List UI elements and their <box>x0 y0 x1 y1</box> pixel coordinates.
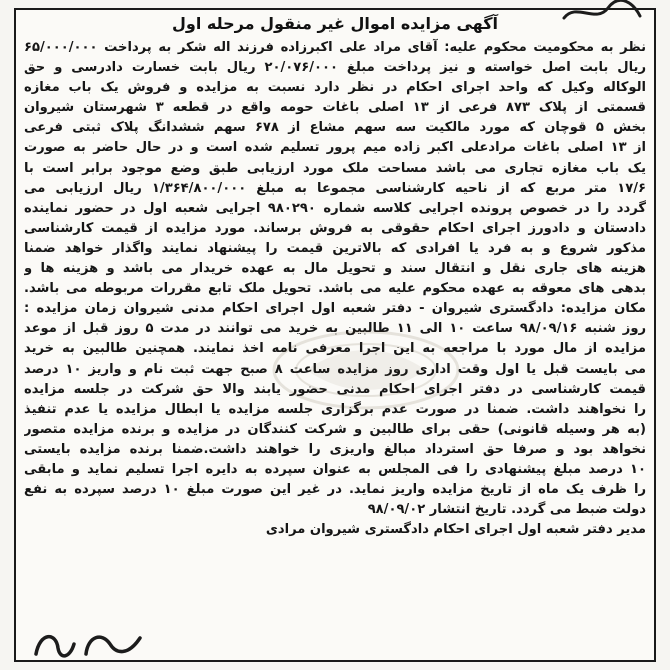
notice-line: ۱۷/۶ متر مربع که از ناحیه کارشناسی مجموعا به مبلغ ۱/۳۶۴/۸۰۰/۰۰۰ ریال ارزیابی می <box>24 180 646 196</box>
notice-line: گردد را در خصوص پرونده اجرایی کلاسه شماره ۹۸۰۲۹۰ اجرایی شعبه اول در حضور نماینده <box>24 200 646 216</box>
notice-line: نظر به محکومیت محکوم علیه: آقای مراد علی اکبرزاده فرزند اله شکر به پرداخت ۶۵/۰۰۰/۰۰۰ <box>24 40 646 55</box>
notice-body <box>24 38 646 540</box>
notice-title: آگهی مزایده اموال غیر منقول مرحله اول <box>171 14 498 33</box>
notice-line: ریال بابت اصل خواسته و نیز پرداخت مبلغ ۲۰/۰۷۶/۰۰۰ ریال بابت خسارت دادرسی و حق <box>24 60 646 76</box>
notice-line: (به هر وسیله قانونی) حقی برای طالبین و شرکت کنندگان در مزایده و برنده مزایده متصور <box>24 421 646 437</box>
notice-line: قیمت کارشناسی در دفتر اجرای احکام مدنی حضور یابند والا حق شرکت در جلسه مزایده <box>24 381 646 397</box>
notice-line: بدهی های معوقه به عهده محکوم علیه می باشد. تحویل ملک تابع مقررات مربوطه می باشد. <box>24 281 646 297</box>
notice-line: دادستان و دادورز اجرای احکام حقوقی به فروش برساند. مورد مزایده از قیمت کارشناسی <box>24 220 646 236</box>
notice-line: را ظرف یک ماه از تاریخ مزایده واریز نماید. در غیر این صورت مبلغ ۱۰ درصد سپرده به نفع <box>24 482 646 498</box>
notice-line: قسمتی از پلاک ۸۷۳ فرعی از ۱۳ اصلی باغات حومه واقع در قطعه ۳ شهرستان شیروان <box>24 100 646 116</box>
notice-line: بخش ۵ قوچان که مورد مالکیت سه سهم مشاع از ۶۷۸ سهم ششدانگ پلاک ثبتی فرعی <box>24 120 646 136</box>
notice-line: نخواهد بود و صرفا حق استرداد مبالغ واریزی را خواهند داشت.ضمنا برنده مزایده بایستی <box>24 441 646 457</box>
notice-line: ۱۰ درصد مبلغ پیشنهادی را فی المجلس به عنوان سپرده به دایره اجرا تسلیم نماید و مابقی <box>24 461 646 477</box>
notice-frame <box>14 8 656 662</box>
notice-line: مذکور شروع و به فرد یا افرادی که بالاترین قیمت را پیشنهاد نمایند واگذار خواهد ضمنا <box>24 240 646 256</box>
notice-line: از ۱۳ اصلی باغات مرادعلی اکبر زاده میم پرور تسلیم شده است و در حال حاضر به صورت <box>24 140 646 156</box>
handwritten-mark-bottom <box>30 624 150 664</box>
notice-line: یک باب مغازه تجاری می باشد مساحت ملک مورد ارزیابی طبق وضع موجود برابر است با <box>24 160 646 176</box>
notice-line: را نخواهند داشت. ضمنا در صورت عدم برگزاری جلسه مزایده یا ابطال مزایده یا عدم تنفیذ <box>24 401 646 417</box>
notice-line: مکان مزایده: دادگستری شیروان - دفتر شعبه اول اجرای احکام مدنی شیروان زمان مزایده : <box>24 301 646 317</box>
notice-line: الوکاله وکیل که واحد اجرای احکام در نظر دارد نسبت به مزایده و فروش یک باب مغازه <box>24 80 646 96</box>
notice-line: می بایست قبل یا اول وقت اداری روز مزایده ساعت ۸ صبح جهت ثبت نام و واریز ۱۰ درصد <box>24 361 646 377</box>
notice-line: دولت ضبط می گردد. تاریخ انتشار ۹۸/۰۹/۰۲ <box>367 502 646 518</box>
notice-line: مزایده از مال مورد با مراجعه به این اجرا معرفی نامه اخذ نمایند. همچنین طالبین به خرید <box>24 341 646 357</box>
notice-line: روز شنبه ۹۸/۰۹/۱۶ ساعت ۱۰ الی ۱۱ طالبین به خرید می توانند در مدت ۵ روز قبل از موعد <box>24 321 646 337</box>
signature-line: مدیر دفتر شعبه اول اجرای احکام دادگستری شیروان مرادی <box>265 522 646 538</box>
notice-line: هزینه های جاری نقل و انتقال سند و تحویل مال به عهده خریدار می باشد و هزینه ها و <box>24 261 646 277</box>
